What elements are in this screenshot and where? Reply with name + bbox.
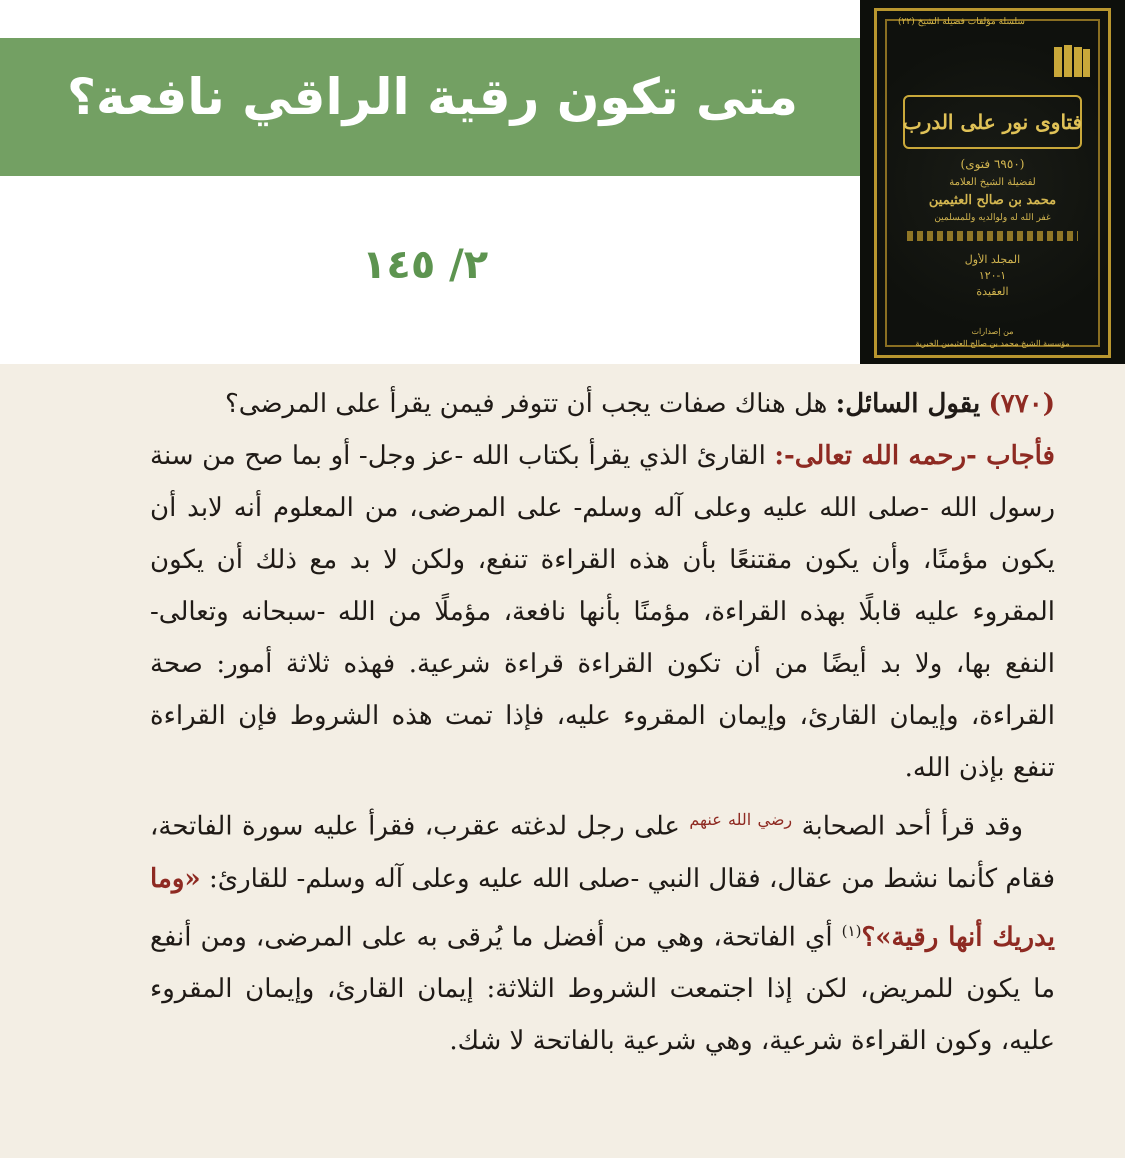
- hadith-quote: «وما يدريك أنها رقية»؟: [150, 863, 1055, 953]
- question-paragraph: [150, 378, 1055, 430]
- book-cover-frame: [874, 8, 1111, 358]
- book-line1: لفضيلة الشيخ العلامة: [949, 177, 1036, 188]
- book-title: فتاوى نور على الدرب: [902, 110, 1083, 134]
- book-page: [0, 364, 1125, 1158]
- page-text: [150, 378, 1055, 1067]
- honorific-glyph: رضي الله عنهم: [689, 810, 793, 829]
- book-cover: [860, 0, 1125, 364]
- footnote-mark: (١): [841, 921, 862, 940]
- answer-paragraph: [150, 430, 1055, 794]
- story-part1: وقد قرأ أحد الصحابة: [801, 811, 1024, 842]
- question-label: يقول السائل:: [835, 389, 981, 419]
- answer-label: فأجاب -رحمه الله تعالى-:: [774, 441, 1055, 471]
- answer-text: القارئ الذي يقرأ بكتاب الله -عز وجل- أو بما صح من سنة رسول الله -صلى الله عليه وعلى آله وسلم- على المرضى، من المعلوم أنه لابد أن يكون مؤمنًا، وأن يكون مقتنعًا بأن هذه القراءة تنفع، ولكن لا بد مع ذلك أن يكون المقروء عليه قابلًا بهذه القراءة، مؤمنًا بأنها نافعة، مؤملًا من الله -سبحانه وتعالى- النفع بها، ولا بد أيضًا من أن تكون القراءة قراءة شرعية. فهذه ثلاثة أمور: صحة القراءة، وإيمان القارئ، وإيمان المقروء عليه، فإذا تمت هذه الشروط فإن القراءة تنفع بإذن الله.: [150, 441, 1055, 783]
- page-title: متى تكون رقية الراقي نافعة؟: [66, 68, 798, 126]
- book-range: ١-١٢٠: [978, 269, 1007, 282]
- book-ornament: [907, 231, 1078, 241]
- books-icon: [1052, 41, 1092, 81]
- book-count: (٦٩٥٠ فتوى): [960, 157, 1025, 171]
- question-text: هل هناك صفات يجب أن تتوفر فيمن يقرأ على المرضى؟: [224, 389, 828, 419]
- book-topic: العقيدة: [976, 285, 1009, 298]
- title-banner: [0, 38, 868, 176]
- book-line3: غفر الله له ولوالديه وللمسلمين: [934, 213, 1051, 223]
- book-title-plate: [903, 95, 1082, 149]
- reference-number: ٢/ ١٤٥: [362, 242, 489, 288]
- story-part2: على رجل لدغته عقرب، فقرأ عليه سورة الفاتحة، فقام كأنما نشط من عقال، فقال النبي -صلى الله عليه وعلى آله وسلم- للقارئ:: [150, 811, 1056, 894]
- book-publisher-label: من إصدارات: [971, 327, 1014, 336]
- question-number: (٧٧٠): [988, 389, 1055, 419]
- book-volume: المجلد الأول: [964, 253, 1021, 266]
- story-part3: أي الفاتحة، وهي من أفضل ما يُرقى به على المرضى، ومن أنفع ما يكون للمريض، لكن إذا اجتمعت الشروط الثلاثة: إيمان القارئ، وإيمان المقروء عليه، وكون القراءة شرعية، وهي شرعية بالفاتحة لا شك.: [150, 922, 1055, 1057]
- book-author: محمد بن صالح العثيمين: [928, 193, 1057, 208]
- book-series: سلسلة مؤلفات فضيلة الشيخ (٢٢): [898, 17, 1025, 27]
- book-publisher: مؤسسة الشيخ محمد بن صالح العثيمين الخيرية: [915, 339, 1070, 348]
- story-paragraph: [150, 794, 1055, 1067]
